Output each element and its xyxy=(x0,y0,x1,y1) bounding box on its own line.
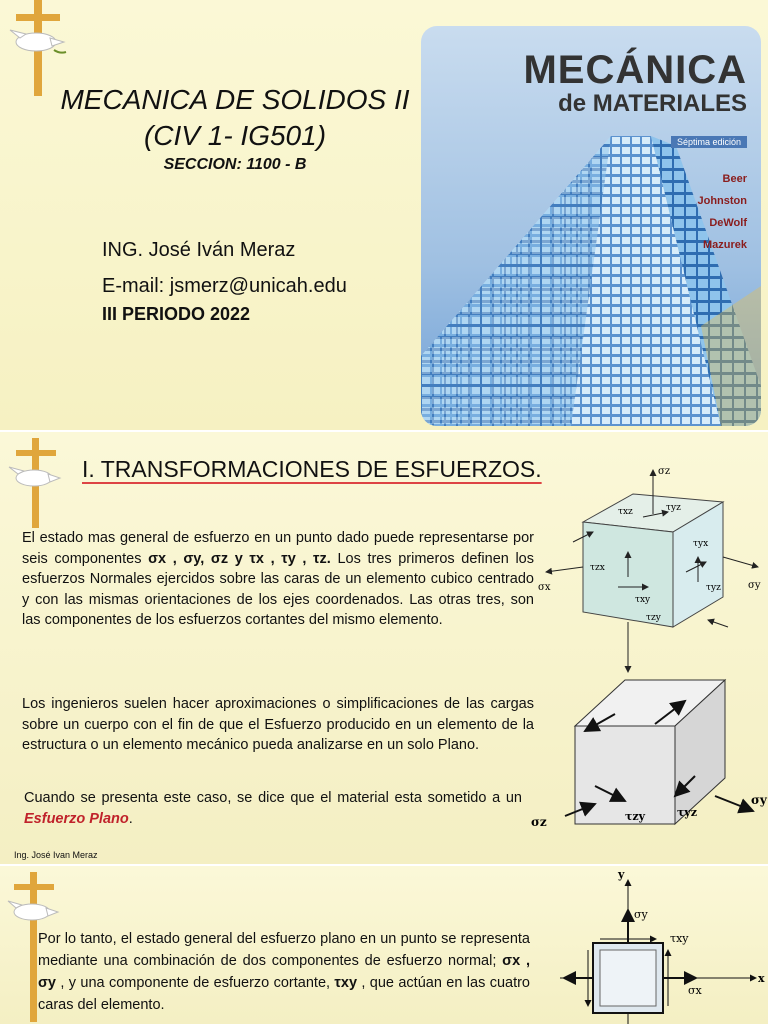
academic-period: III PERIODO 2022 xyxy=(102,304,251,324)
instructor-name: ING. José Iván Meraz xyxy=(102,239,296,261)
section-heading: I. TRANSFORMACIONES DE ESFUERZOS. xyxy=(82,456,542,482)
label-tau-yz-2: τyz xyxy=(706,583,721,593)
paragraph-general-state xyxy=(22,528,534,631)
label-x-axis: x xyxy=(758,972,765,985)
plane-stress-cube-diagram xyxy=(525,676,768,826)
label-tau-zx: τzx xyxy=(590,563,605,573)
instructor-email: E-mail: jsmerz@unicah.edu xyxy=(102,275,347,297)
course-name: MECANICA DE SOLIDOS II xyxy=(60,84,410,115)
text-run: Por lo tanto, el estado general del esfuerzo plano en un punto se representa mediante una combinación de dos componentes de esfuerzo normal; xyxy=(38,931,530,969)
label-tau-zy: τzy xyxy=(646,613,661,623)
slide-plane-stress xyxy=(0,866,768,1024)
slide-stress-transformation xyxy=(0,432,768,864)
plane-stress-element-diagram xyxy=(560,866,768,1024)
label-tau-xy: τxy xyxy=(670,932,689,945)
text-run: Cuando se presenta este caso, se dice que el material esta sometido a un xyxy=(24,790,522,806)
paragraph-plane-stress-state xyxy=(38,928,530,1016)
text-run: El estado mas general de esfuerzo en un punto dado puede representarse por seis componentes xyxy=(22,530,534,567)
course-title xyxy=(40,82,430,154)
section: SECCION: 1100 - B xyxy=(163,156,307,173)
normal-stress-symbols: σx , σy xyxy=(38,953,530,991)
label-tau-yz: τyz xyxy=(677,806,698,819)
paragraph-plane-stress xyxy=(24,788,522,829)
cross-dove-icon xyxy=(6,438,66,528)
book-edition: Séptima edición xyxy=(671,136,747,148)
text-run: . xyxy=(128,810,133,827)
instructor-block xyxy=(102,232,347,304)
book-authors xyxy=(698,168,748,256)
author: Beer xyxy=(722,173,747,185)
label-y-axis: y xyxy=(618,868,625,881)
label-sigma-x: σx xyxy=(538,582,551,593)
stress-components: σx , σy, σz y τx , τy , τz. xyxy=(148,550,331,567)
label-sigma-x: σx xyxy=(688,984,702,997)
book-subtitle: de MATERIALES xyxy=(558,90,747,117)
label-tau-yx: τyx xyxy=(693,539,709,549)
author: DeWolf xyxy=(709,217,747,229)
label-tau-zy: τzy xyxy=(625,810,646,823)
label-sigma-y: σy xyxy=(748,580,761,591)
label-tau-yz: τyz xyxy=(666,503,681,513)
course-code: (CIV 1- IG501) xyxy=(143,120,327,151)
label-sigma-z: σz xyxy=(658,466,671,477)
plane-stress-term: Esfuerzo Plano xyxy=(24,810,129,827)
footer-author: Ing. José Ivan Meraz xyxy=(14,850,98,860)
paragraph-approximation: Los ingenieros suelen hacer aproximaciones o simplificaciones de las cargas sobre un cuerpo con el fin de que el Esfuerzo producido en un elemento de la estructura o un elemento mecánico pueda analizarse en un solo Plano. xyxy=(22,696,534,753)
label-sigma-y: σy xyxy=(751,793,767,807)
text-run: Los tres primeros definen los esfuerzos Normales ejercidos sobre las caras de un elemento cubico centrado y con las mismas orientaciones de los ejes coordenados. Las otras tres, son las componentes de los esfuerzos cortantes del mismo elemento. xyxy=(22,550,534,628)
label-tau-xy: τxy xyxy=(635,595,651,605)
text-run: , y una componente de esfuerzo cortante, xyxy=(55,975,335,991)
author: Johnston xyxy=(697,195,747,207)
shear-stress-symbol: τxy xyxy=(334,975,358,991)
book-title: MECÁNICA xyxy=(523,48,747,92)
author: Mazurek xyxy=(702,239,747,251)
slide-title xyxy=(0,0,768,430)
stress-cube-3d-diagram xyxy=(538,462,768,682)
label-sigma-y: σy xyxy=(634,908,648,921)
label-tau-xz: τxz xyxy=(618,507,633,517)
text-run: , que actúan en las cuatro caras del elemento. xyxy=(38,975,530,1013)
label-sigma-z: σz xyxy=(531,815,547,826)
book-cover xyxy=(421,26,761,426)
